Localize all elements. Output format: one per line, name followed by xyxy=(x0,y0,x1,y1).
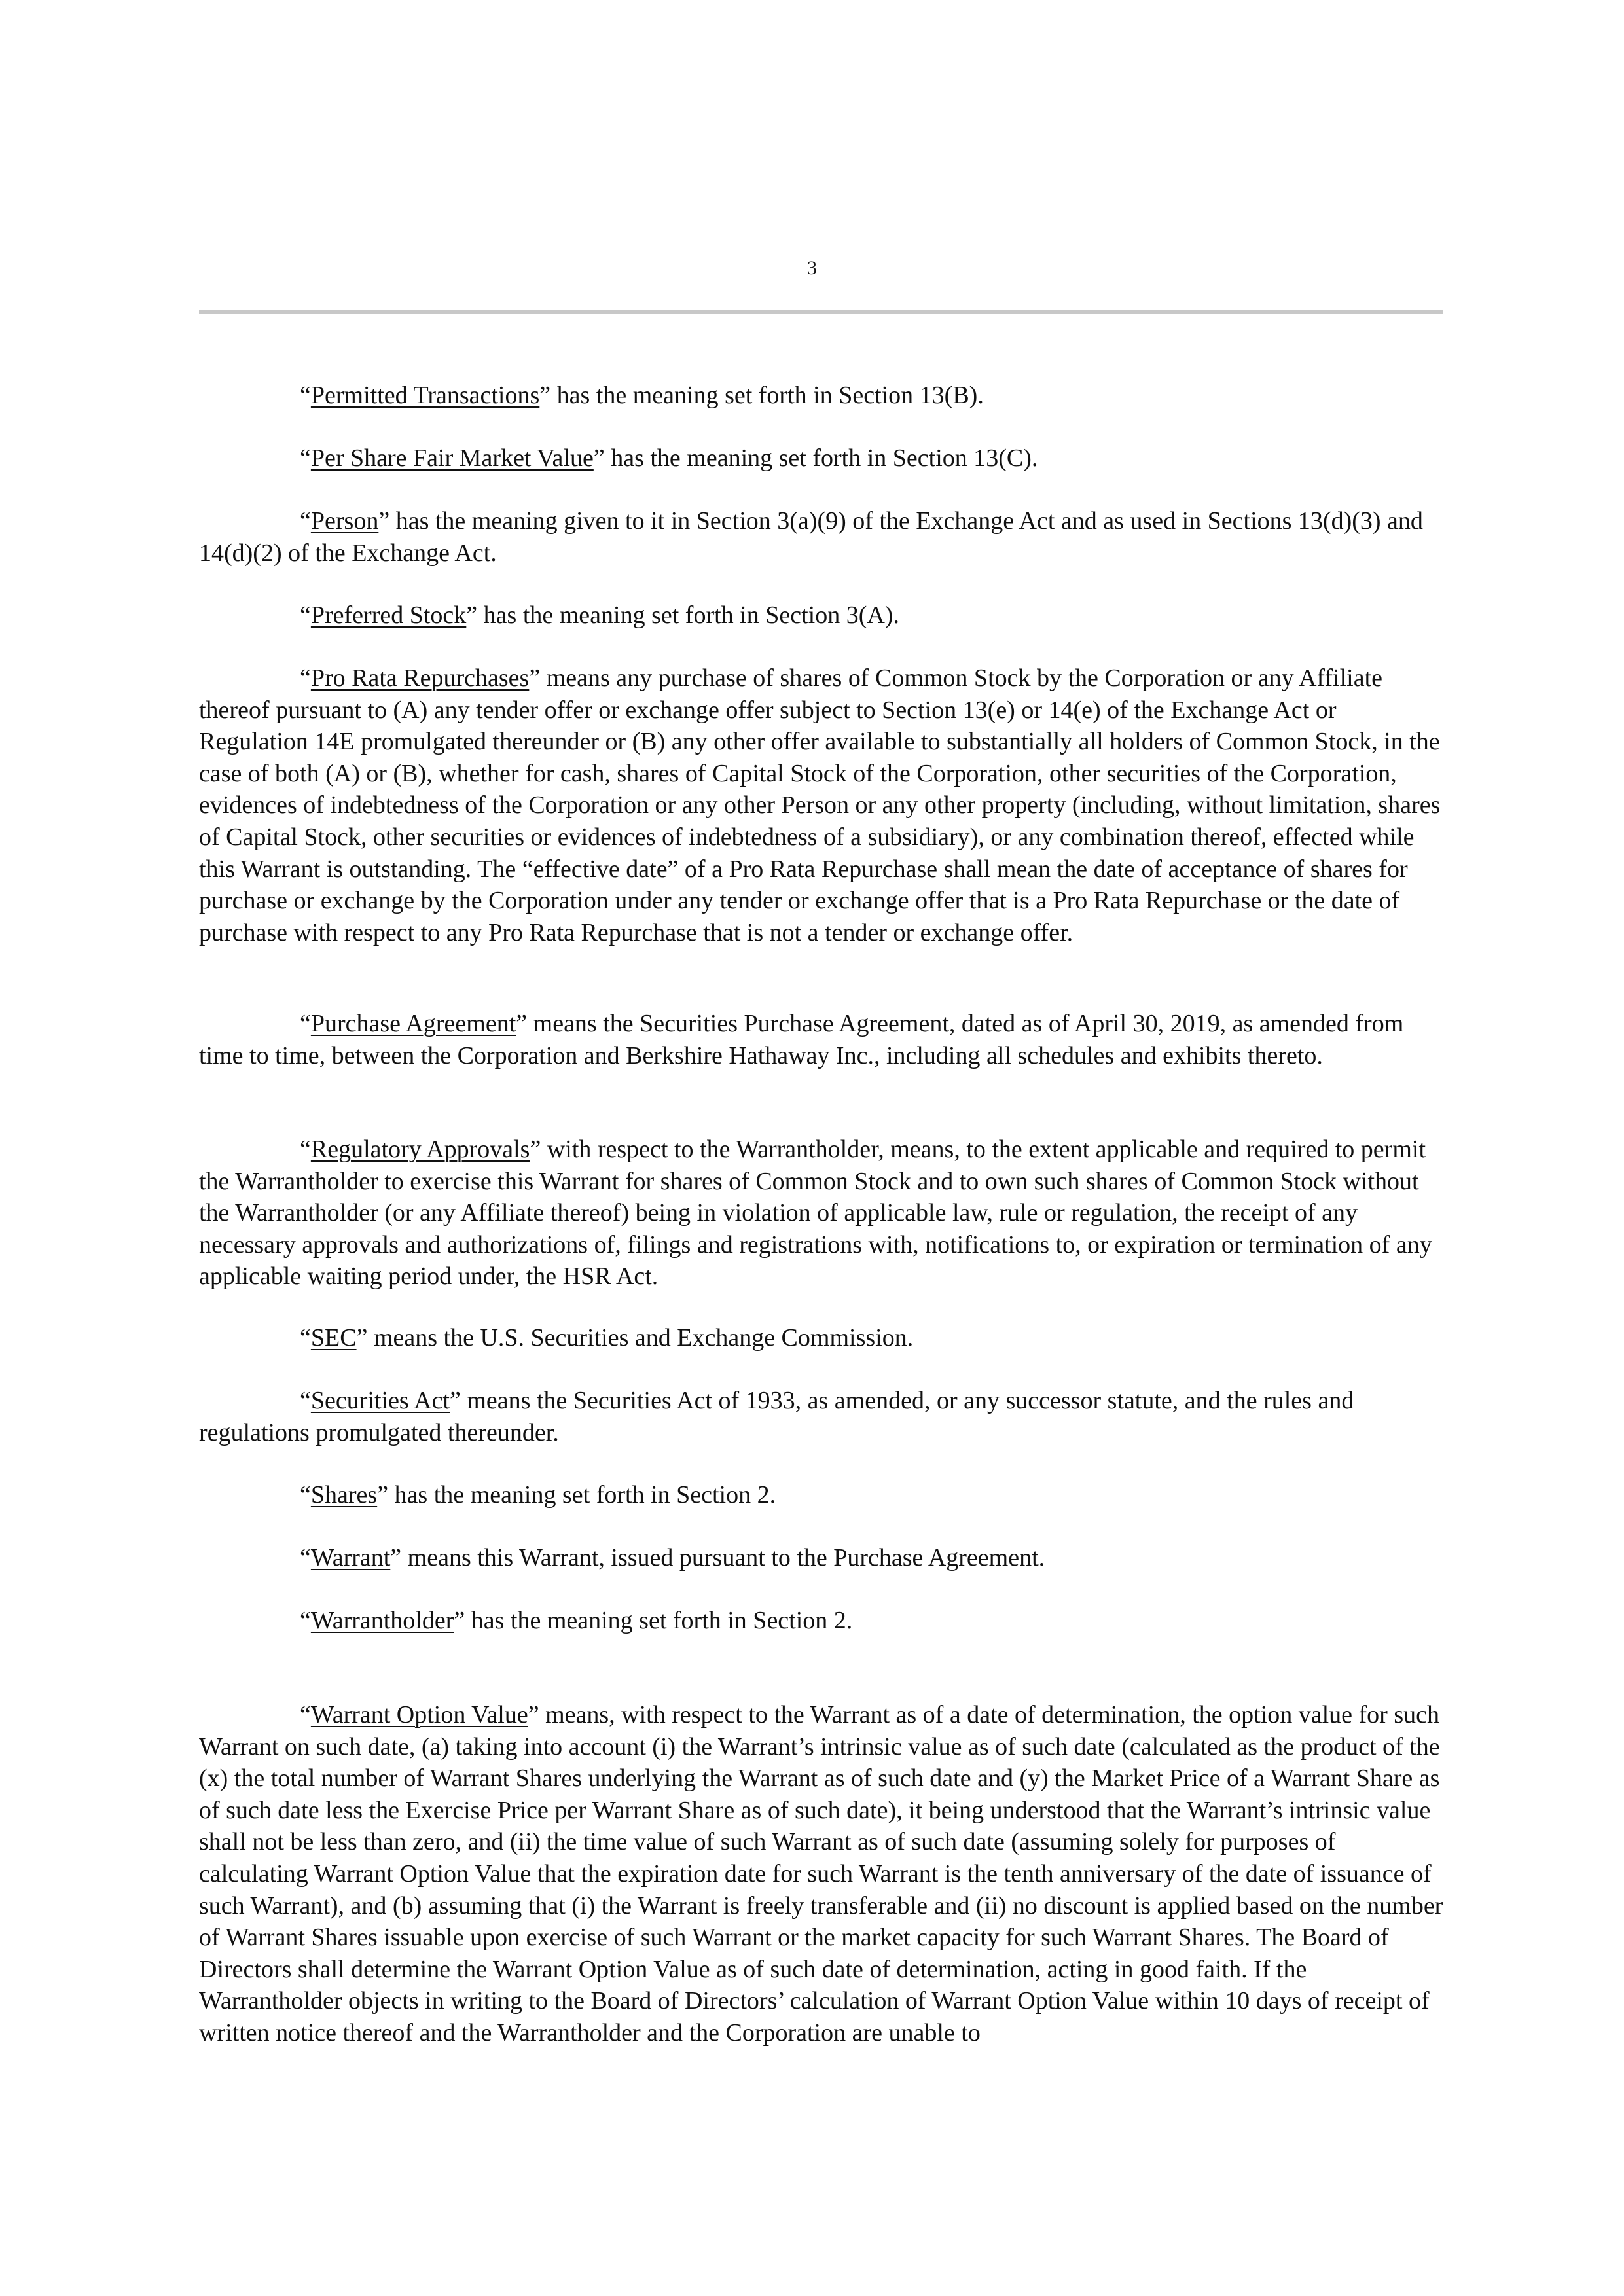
definition-pro-rata-repurchases: “Pro Rata Repurchases” means any purchase of shares of Common Stock by the Corporation or any Affiliate thereof pursuant to (A) any tender offer or exchange offer subject to Section 13(e) or 14(e) of the Exchange Act or Regulation 14E promulgated thereunder or (B) any other offer available to substantially all holders of Common Stock, in the case of both (A) or (B), whether for cash, shares of Capital Stock of the Corporation, other securities of the Corporation, evidences of indebtedness of the Corporation or any other Person or any other property (including, without limitation, shares of Capital Stock, other securities or evidences of indebtedness of a subsidiary), or any combination thereof, effected while this Warrant is outstanding. The “effective date” of a Pro Rata Repurchase shall mean the date of acceptance of shares for purchase or exchange by the Corporation under any tender or exchange offer that is a Pro Rata Repurchase or the date of purchase with respect to any Pro Rata Repurchase that is not a tender or exchange offer. xyxy=(199,664,1441,946)
definition-securities-act: “Securities Act” means the Securities Act of 1933, as amended, or any successor statute, and the rules and regulations promulgated thereunder. xyxy=(199,1387,1354,1446)
defined-term: Regulatory Approvals xyxy=(310,1136,530,1163)
defined-term: Warrantholder xyxy=(310,1607,454,1634)
definition-text: with respect to the Warrantholder, means, to the extent applicable and required to permit the Warrantholder to exercise this Warrant for shares of Common Stock and to own such shares of Common Stock without the Warrantholder (or any Affiliate thereof) being in violation of applicable law, rule or regulation, the receipt of any necessary approvals and authorizations of, filings and registrations with, notifications to, or expiration or termination of any applicable waiting period under, the HSR Act. xyxy=(199,1136,1432,1291)
definition-text: has the meaning set forth in Section 13(C). xyxy=(604,444,1038,472)
page-number: 3 xyxy=(807,257,817,279)
definition-text: has the meaning set forth in Section 13(B). xyxy=(550,382,984,409)
definition-per-share-fair-market-value: “Per Share Fair Market Value” has the meaning set forth in Section 13(C). xyxy=(300,444,1038,472)
defined-term: Shares xyxy=(310,1481,378,1509)
definition-text: means the Securities Act of 1933, as amended, or any successor statute, and the rules and regulations promulgated thereunder. xyxy=(199,1387,1354,1446)
definition-warrant-option-value: “Warrant Option Value” means, with respect to the Warrant as of a date of determination, the option value for such Warrant on such date, (a) taking into account (i) the Warrant’s intrinsic value as of such date (calculated as the product of the (x) the total number of Warrant Shares underlying the Warrant as of such date and (y) the Market Price of a Warrant Share as of such date less the Exercise Price per Warrant Share as of such date), it being understood that the Warrant’s intrinsic value shall not be less than zero, and (ii) the time value of such Warrant as of such date (assuming solely for purposes of calculating Warrant Option Value that the expiration date for such Warrant is the tenth anniversary of the date of issuance of such Warrant), and (b) assuming that (i) the Warrant is freely transferable and (ii) no discount is applied based on the number of Warrant Shares issuable upon exercise of such Warrant or the market capacity for such Warrant Shares. The Board of Directors shall determine the Warrant Option Value as of such date of determination, acting in good faith. If the Warrantholder objects in writing to the Board of Directors’ calculation of Warrant Option Value within 10 days of receipt of written notice thereof and the Warrantholder and the Corporation are unable to xyxy=(199,1701,1443,2047)
definition-person: “Person” has the meaning given to it in Section 3(a)(9) of the Exchange Act and as used in Sections 13(d)(3) and 14(d)(2) of the Exchange Act. xyxy=(199,507,1423,567)
definition-text: has the meaning set forth in Section 2. xyxy=(388,1481,776,1509)
defined-term: Permitted Transactions xyxy=(310,382,540,409)
definition-text: means the U.S. Securities and Exchange Commission. xyxy=(367,1324,914,1352)
defined-term: Preferred Stock xyxy=(310,601,467,629)
definition-text: means this Warrant, issued pursuant to the Purchase Agreement. xyxy=(401,1544,1045,1571)
definition-text: means, with respect to the Warrant as of a date of determination, the option value for such Warrant on such date, (a) taking into account (i) the Warrant’s intrinsic value as of such date (calculated as the product of the (x) the total number of Warrant Shares underlying the Warrant as of such date and (y) the Market Price of a Warrant Share as of such date less the Exercise Price per Warrant Share as of such date), it being understood that the Warrant’s intrinsic value shall not be less than zero, and (ii) the time value of such Warrant as of such date (assuming solely for purposes of calculating Warrant Option Value that the expiration date for such Warrant is the tenth anniversary of the date of issuance of such Warrant), and (b) assuming that (i) the Warrant is freely transferable and (ii) no discount is applied based on the number of Warrant Shares issuable upon exercise of such Warrant or the market capacity for such Warrant Shares. The Board of Directors shall determine the Warrant Option Value as of such date of determination, acting in good faith. If the Warrantholder objects in writing to the Board of Directors’ calculation of Warrant Option Value within 10 days of receipt of written notice thereof and the Warrantholder and the Corporation are unable to xyxy=(199,1701,1443,2047)
definition-preferred-stock: “Preferred Stock” has the meaning set forth in Section 3(A). xyxy=(300,601,899,629)
defined-term: Warrant xyxy=(310,1544,391,1571)
definition-regulatory-approvals: “Regulatory Approvals” with respect to the Warrantholder, means, to the extent applicable and required to permit the Warrantholder to exercise this Warrant for shares of Common Stock and to own such shares of Common Stock without the Warrantholder (or any Affiliate thereof) being in violation of applicable law, rule or regulation, the receipt of any necessary approvals and authorizations of, filings and registrations with, notifications to, or expiration or termination of any applicable waiting period under, the HSR Act. xyxy=(199,1136,1432,1291)
defined-term: Securities Act xyxy=(310,1387,450,1414)
defined-term: Warrant Option Value xyxy=(310,1701,528,1729)
definition-purchase-agreement: “Purchase Agreement” means the Securities Purchase Agreement, dated as of April 30, 2019, as amended from time to time, between the Corporation and Berkshire Hathaway Inc., including all schedules and exhibits thereto. xyxy=(199,1010,1404,1069)
defined-term: Purchase Agreement xyxy=(310,1010,516,1037)
defined-term: Pro Rata Repurchases xyxy=(310,664,530,692)
header-divider xyxy=(199,310,1443,314)
definition-shares: “Shares” has the meaning set forth in Section 2. xyxy=(300,1481,776,1509)
definition-text: has the meaning set forth in Section 3(A). xyxy=(477,601,899,629)
definition-text: has the meaning set forth in Section 2. xyxy=(465,1607,853,1634)
definition-warrantholder: “Warrantholder” has the meaning set forth in Section 2. xyxy=(300,1607,853,1634)
defined-term: Per Share Fair Market Value xyxy=(310,444,594,472)
definition-permitted-transactions: “Permitted Transactions” has the meaning set forth in Section 13(B). xyxy=(300,382,984,409)
definition-text: means any purchase of shares of Common Stock by the Corporation or any Affiliate thereof pursuant to (A) any tender offer or exchange offer subject to Section 13(e) or 14(e) of the Exchange Act or Regulation 14E promulgated thereunder or (B) any other offer available to substantially all holders of Common Stock, in the case of both (A) or (B), whether for cash, shares of Capital Stock of the Corporation, other securities of the Corporation, evidences of indebtedness of the Corporation or any other Person or any other property (including, without limitation, shares of Capital Stock, other securities or evidences of indebtedness of a subsidiary), or any combination thereof, effected while this Warrant is outstanding. The “effective date” of a Pro Rata Repurchase shall mean the date of acceptance of shares for purchase or exchange by the Corporation under any tender or exchange offer that is a Pro Rata Repurchase or the date of purchase with respect to any Pro Rata Repurchase that is not a tender or exchange offer. xyxy=(199,664,1441,946)
definition-text: means the Securities Purchase Agreement, dated as of April 30, 2019, as amended from time to time, between the Corporation and Berkshire Hathaway Inc., including all schedules and exhibits thereto. xyxy=(199,1010,1404,1069)
definition-text: has the meaning given to it in Section 3(a)(9) of the Exchange Act and as used in Sections 13(d)(3) and 14(d)(2) of the Exchange Act. xyxy=(199,507,1423,567)
defined-term: SEC xyxy=(310,1324,357,1352)
defined-term: Person xyxy=(310,507,379,535)
definition-sec: “SEC” means the U.S. Securities and Exchange Commission. xyxy=(300,1324,914,1352)
definition-warrant: “Warrant” means this Warrant, issued pursuant to the Purchase Agreement. xyxy=(300,1544,1045,1571)
